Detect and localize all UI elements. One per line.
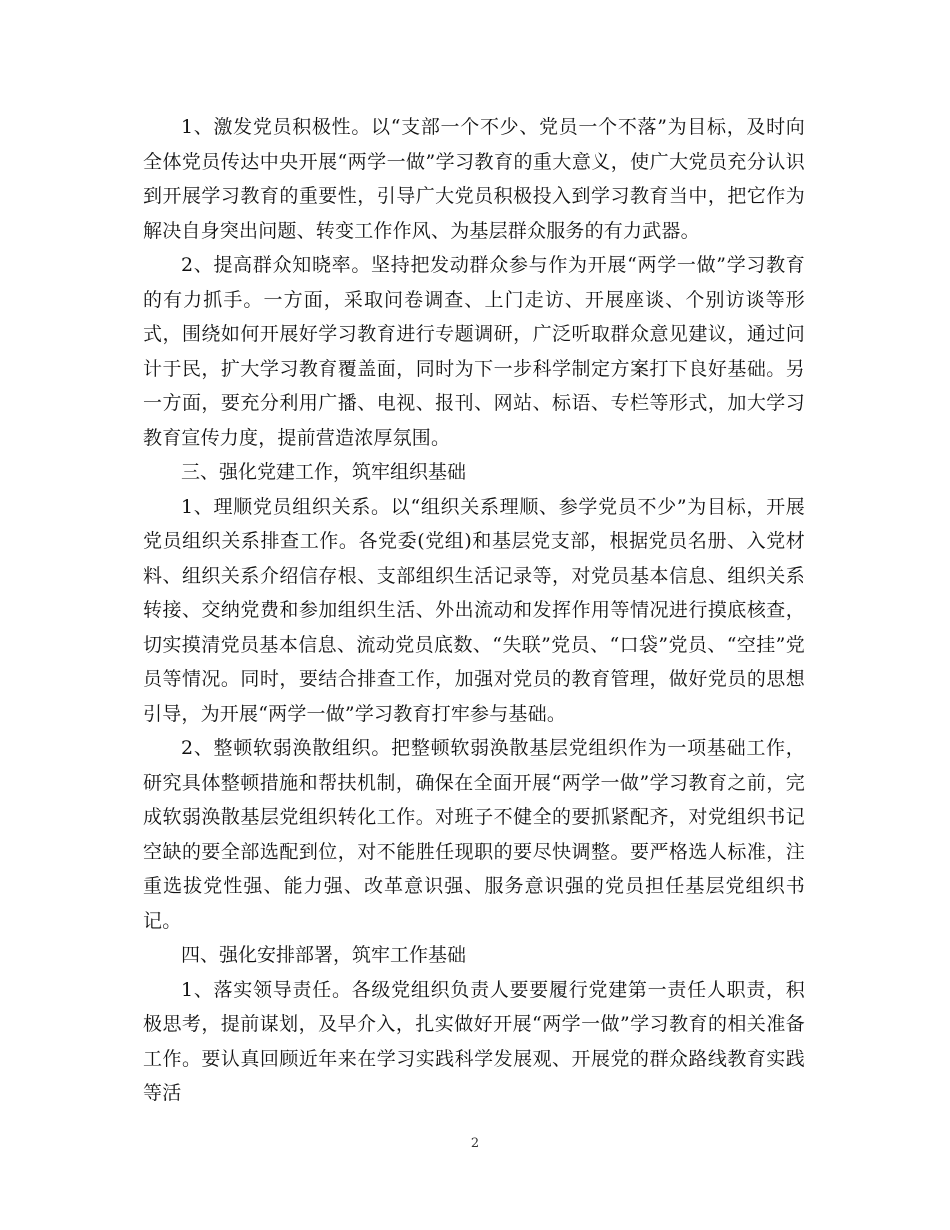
- document-body: [143, 110, 805, 1111]
- page-number: 2: [470, 1136, 480, 1151]
- paragraph-3: 1、理顺党员组织关系。以“组织关系理顺、参学党员不少”为目标，开展党员组织关系排查工作。各党委(党组)和基层党支部，根据党员名册、入党材料、组织关系介绍信存根、支部组织生活记录等，对党员基本信息、组织关系转接、交纳党费和参加组织生活、外出流动和发挥作用等情况进行摸底核查，切实摸清党员基本信息、流动党员底数、“失联”党员、“口袋”党员、“空挂”党员等情况。同时，要结合排查工作，加强对党员的教育管理，做好党员的思想引导，为开展“两学一做”学习教育打牢参与基础。: [143, 495, 805, 725]
- section-heading-4: 四、强化安排部署，筑牢工作基础: [181, 944, 467, 966]
- paragraph-4: 2、整顿软弱涣散组织。把整顿软弱涣散基层党组织作为一项基础工作，研究具体整顿措施和帮扶机制，确保在全面开展“两学一做”学习教育之前，完成软弱涣散基层党组织转化工作。对班子不健全的要抓紧配齐，对党组织书记空缺的要全部选配到位，对不能胜任现职的要尽快调整。要严格选人标准，注重选拔党性强、能力强、改革意识强、服务意识强的党员担任基层党组织书记。: [143, 737, 805, 932]
- paragraph-5: 1、落实领导责任。各级党组织负责人要要履行党建第一责任人职责，积极思考，提前谋划，及早介入，扎实做好开展“两学一做”学习教育的相关准备工作。要认真回顾近年来在学习实践科学发展观、开展党的群众路线教育实践等活: [143, 978, 805, 1104]
- paragraph-2: 2、提高群众知晓率。坚持把发动群众参与作为开展“两学一做”学习教育的有力抓手。一方面，采取问卷调查、上门走访、开展座谈、个别访谈等形式，围绕如何开展好学习教育进行专题调研，广泛听取群众意见建议，通过问计于民，扩大学习教育覆盖面，同时为下一步科学制定方案打下良好基础。另一方面，要充分利用广播、电视、报刊、网站、标语、专栏等形式，加大学习教育宣传力度，提前营造浓厚氛围。: [143, 254, 805, 449]
- section-heading-3: 三、强化党建工作，筑牢组织基础: [181, 461, 467, 483]
- paragraph-1: 1、激发党员积极性。以“支部一个不少、党员一个不落”为目标，及时向全体党员传达中央开展“两学一做”学习教育的重大意义，使广大党员充分认识到开展学习教育的重要性，引导广大党员积极投入到学习教育当中，把它作为解决自身突出问题、转变工作作风、为基层群众服务的有力武器。: [143, 116, 805, 242]
